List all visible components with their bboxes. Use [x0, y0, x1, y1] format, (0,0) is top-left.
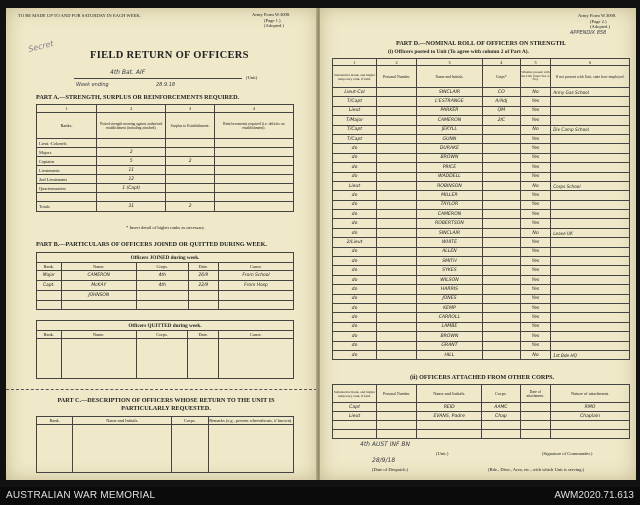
- attached-table: Substantive Rank, and higher temporary rank, if held. Personal Number. Name and Initials. Corps. Date of attachment. Nature of attachment. Capt REID AAMC RMO Lieut EVANS, Padre Chap Chaplain: [332, 384, 630, 439]
- unit-label: (Unit): [246, 75, 258, 80]
- roll-row: do SMITH Yes: [333, 257, 630, 266]
- roll-row: do PRICE Yes: [333, 163, 630, 172]
- roll-row: do HILL No 1st Bde HQ: [333, 350, 630, 359]
- unit-label-right: (Unit.): [436, 451, 449, 456]
- accession-number: AWM2020.71.613: [554, 490, 634, 501]
- roll-row: do HARRIS Yes: [333, 285, 630, 294]
- right-page: [320, 8, 636, 480]
- roll-row: do JONES Yes: [333, 294, 630, 303]
- caption-bar: [0, 487, 640, 505]
- roll-row: do MILLER Yes: [333, 191, 630, 200]
- institution-name: AUSTRALIAN WAR MEMORIAL: [6, 490, 156, 501]
- attached-title: (ii) OFFICERS ATTACHED FROM OTHER CORPS.: [410, 374, 555, 381]
- form-ref: Army Form W.3008.: [252, 12, 291, 17]
- roll-row: do ROBERTSON Yes: [333, 219, 630, 228]
- roll-row: do LAMBE Yes: [333, 322, 630, 331]
- date-handwritten: 28/9/18: [372, 457, 396, 464]
- roll-row: Lieut ROBINSON No Corps School: [333, 181, 630, 190]
- form-page: (Page 1.): [264, 18, 281, 23]
- part-a-table: 1 2 3 4 Ranks. Posted strength morning against authorised establishment (including attached). Surplus to Establishment. Reinforcements required (i.e. deficits on establishment). Lieut.-Colonels Majors 2 Captains 5 2 Lieutenants 11 2nd Lieutenants 12 Quartermasters 1 (Capt) Totals 31 2: [36, 104, 294, 212]
- roll-row: do ALLEN Yes: [333, 247, 630, 256]
- roll-row: do GRANT Yes: [333, 341, 630, 350]
- part-a-title: PART A.—STRENGTH, SURPLUS OR REINFORCEMENTS REQUIRED.: [36, 94, 240, 101]
- attached-row: Capt REID AAMC RMO: [333, 403, 630, 412]
- roll-row: 2/Lieut WHITE Yes: [333, 238, 630, 247]
- roll-row: do KEMP Yes: [333, 303, 630, 312]
- roll-row: Lieut-Col SINCLAIR CO No Army Gas School: [333, 88, 630, 97]
- unit-handwritten: 4th Bat. AIF: [110, 69, 146, 76]
- roll-row: do CAMERON Yes: [333, 210, 630, 219]
- signature-label: (Signature of Commander.): [542, 451, 593, 456]
- form-adopted-right: (Adopted.): [590, 24, 611, 29]
- part-c-title: PART C.—DESCRIPTION OF OFFICERS WHOSE RETURN TO THE UNIT IS PARTICULARLY REQUESTED.: [57, 397, 275, 412]
- form-adopted: (Adopted.): [264, 23, 285, 28]
- roll-row: T/Capt L'ESTRANGE A/Adj Yes: [333, 97, 630, 106]
- attached-row: [333, 421, 630, 430]
- part-d-title: PART D.—NOMINAL ROLL OF OFFICERS ON STRENGTH.: [396, 40, 566, 47]
- roll-row: do SYKES Yes: [333, 266, 630, 275]
- form-title: FIELD RETURN OF OFFICERS: [90, 50, 249, 61]
- part-d-sub: (i) Officers posted to Unit (To agree with column 2 of Part A).: [388, 49, 529, 55]
- roll-row: do TAYLOR Yes: [333, 200, 630, 209]
- quitted-title: Officers QUITTED during week.: [37, 321, 294, 331]
- week-handwritten: 28.9.18: [156, 82, 176, 88]
- handwritten-annotation: Secret: [27, 39, 55, 54]
- unit-handwritten-right: 4th AUST INF BN: [360, 441, 410, 448]
- left-page: [6, 8, 317, 480]
- roll-row: do WILSON Yes: [333, 275, 630, 284]
- roll-row: Lieut PARKER QM Yes: [333, 106, 630, 115]
- roll-row: do BROWN Yes: [333, 332, 630, 341]
- appendix-ref: APPENDIX 858: [570, 30, 607, 36]
- roll-row: T/Capt JEKYLL No Div Camp School: [333, 125, 630, 134]
- form-ref-right: Army Form W.3008.: [578, 13, 617, 18]
- week-label: Week ending: [76, 82, 109, 88]
- roll-row: T/Major CAMERON 2IC Yes: [333, 116, 630, 125]
- roll-row: T/Capt GUNN Yes: [333, 134, 630, 143]
- roll-row: do SINCLAIR No Leave UK: [333, 228, 630, 237]
- joined-title: Officers JOINED during week.: [37, 253, 294, 263]
- joined-table: Officers JOINED during week. Rank. Name. Corps. Date. Cause. Major CAMERON 4th 26/9 From School Capt. McKAY 4th 22/9 From Hosp JOHNSON: [36, 252, 294, 310]
- part-c-table: Rank. Name and Initials. Corps. Remarks (e.g., present whereabouts, if known).: [36, 416, 294, 473]
- part-a-note: * Insert detail of higher ranks as necessary.: [126, 225, 206, 230]
- attached-row: [333, 430, 630, 439]
- roll-row: do WADDELL Yes: [333, 172, 630, 181]
- roll-row: do BROWN Yes: [333, 153, 630, 162]
- bde-label: (Bde., Divn., Area, etc., with which Unit is serving.): [488, 467, 585, 472]
- roll-row: do CARROLL Yes: [333, 313, 630, 322]
- date-label: (Date of Despatch.): [372, 467, 409, 472]
- roll-row: do DURAKE Yes: [333, 144, 630, 153]
- instruction-text: TO BE MADE UP TO AND FOR SATURDAY IN EACH WEEK.: [18, 13, 141, 18]
- nominal-roll-table: 1 2 3 4 5 6 Substantive Rank, and higher temporary rank, if held. Personal Number. Name and Initials. Corps* Whether present with the Unit (State Yes or No). If not present with Unit, state how employed. Lieut-Col SINCLAIR CO No Army Gas School T/Capt L'ESTRANGE A/Adj Yes Lieut PARKER QM Yes T/Major CAMERON 2IC Yes T/Capt JEKYLL No Div Camp School T/Capt GUNN Yes do DURAKE Yes do BROWN Yes do PRICE Yes do WADDELL Yes Lieut ROBINSON No Corps School do MILLER Yes do TAYLOR Yes do CAMERON Yes do ROBERTSON Yes do SINCLAIR No Leave UK 2/Lieut WHITE Yes do ALLEN Yes do SMITH Yes do SYKES Yes do WILSON Yes do HARRIS Yes do JONES Yes do KEMP Yes do CARROLL Yes do LAMBE Yes do BROWN Yes do GRANT Yes do HILL No 1st Bde HQ: [332, 58, 630, 360]
- quitted-table: Officers QUITTED during week. Rank. Name. Corps. Date. Cause.: [36, 320, 294, 379]
- form-page-right: (Page 2.): [590, 19, 607, 24]
- part-b-title: PART B.—PARTICULARS OF OFFICERS JOINED OR QUITTED DURING WEEK.: [36, 241, 267, 248]
- attached-row: Lieut EVANS, Padre Chap Chaplain: [333, 412, 630, 421]
